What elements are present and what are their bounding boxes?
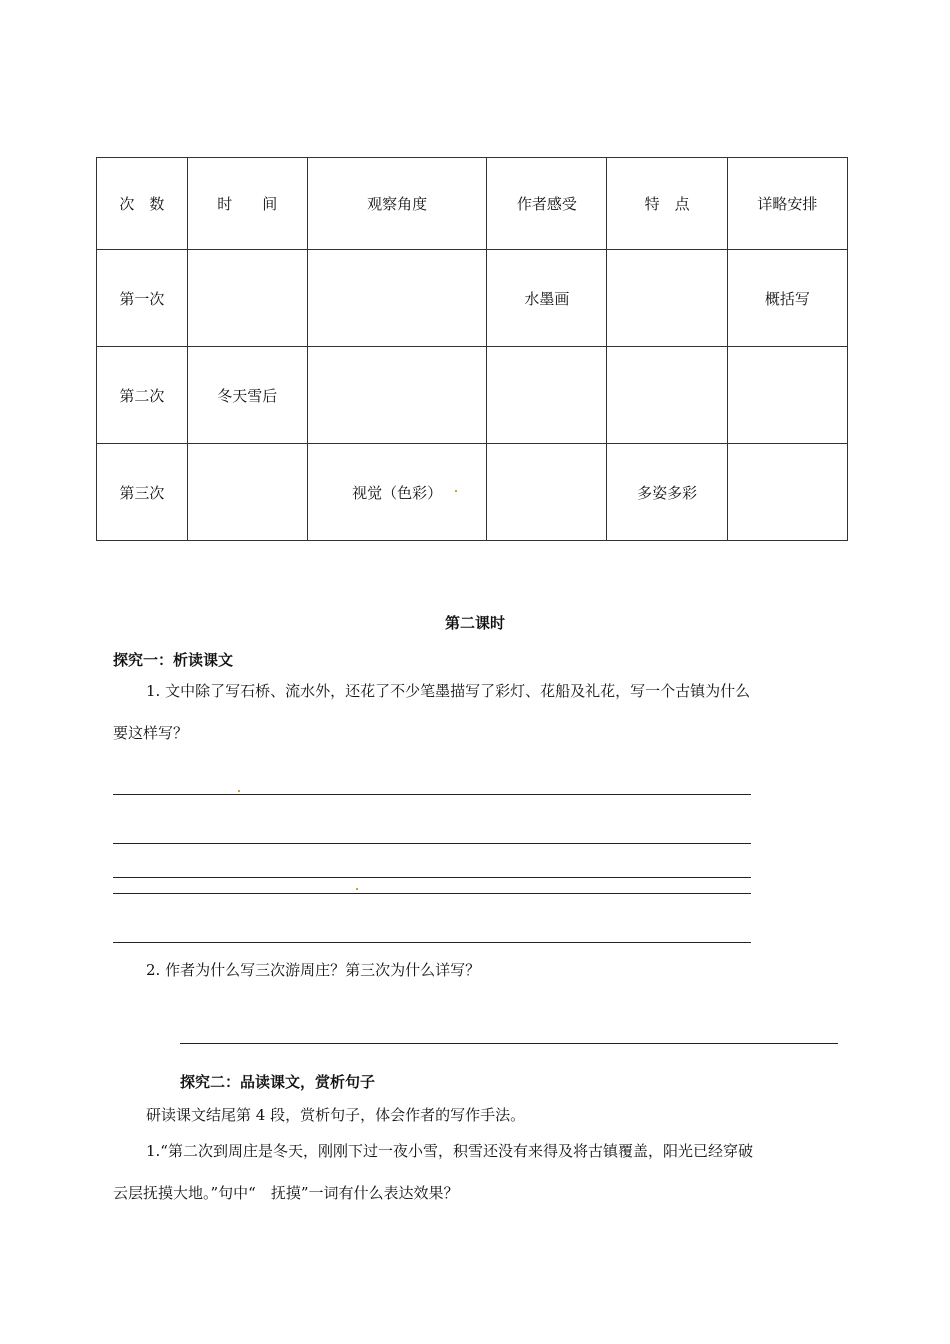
table-cell xyxy=(307,347,486,444)
inquiry2-q1-line1: 1.“第二次到周庄是冬天，刚刚下过一夜小雪，积雪还没有来得及将古镇覆盖，阳光已经穿破 xyxy=(146,1142,753,1160)
inquiry2-intro: 研读课文结尾第 4 段，赏析句子，体会作者的写作手法。 xyxy=(146,1106,526,1124)
table-row xyxy=(97,250,848,347)
stray-mark xyxy=(455,490,457,492)
table-cell xyxy=(187,250,307,347)
table-cell xyxy=(727,347,847,444)
table-cell: 多姿多彩 xyxy=(607,444,727,541)
table-cell xyxy=(607,250,727,347)
table-cell: 水墨画 xyxy=(487,250,607,347)
table-cell xyxy=(187,444,307,541)
table-cell: 冬天雪后 xyxy=(187,347,307,444)
answer-line[interactable] xyxy=(180,1043,838,1044)
answer-line[interactable] xyxy=(113,794,751,795)
lesson-title: 第二课时 xyxy=(444,614,505,632)
inquiry1-q1-line2: 要这样写？ xyxy=(113,724,189,742)
header-cell: 特 点 xyxy=(607,158,727,250)
answer-line[interactable] xyxy=(113,877,751,878)
answer-line[interactable] xyxy=(113,942,751,943)
table-cell: 第三次 xyxy=(97,444,188,541)
table-cell: 第一次 xyxy=(97,250,188,347)
header-cell: 时 间 xyxy=(187,158,307,250)
stray-mark xyxy=(356,888,358,890)
table-cell xyxy=(727,444,847,541)
table-row xyxy=(97,444,848,541)
inquiry2-heading: 探究二：品读课文，赏析句子 xyxy=(180,1073,376,1091)
observation-table xyxy=(96,157,848,541)
table-cell: 概括写 xyxy=(727,250,847,347)
table-cell xyxy=(487,347,607,444)
table-cell: 第二次 xyxy=(97,347,188,444)
header-cell: 作者感受 xyxy=(487,158,607,250)
table-cell xyxy=(487,444,607,541)
table-cell xyxy=(307,250,486,347)
header-cell: 次 数 xyxy=(97,158,188,250)
answer-line[interactable] xyxy=(113,893,751,894)
header-cell: 详略安排 xyxy=(727,158,847,250)
table-row xyxy=(97,347,848,444)
inquiry1-q1-line1: 1. 文中除了写石桥、流水外，还花了不少笔墨描写了彩灯、花船及礼花，写一个古镇为什么 xyxy=(146,682,751,700)
inquiry1-heading: 探究一：析读课文 xyxy=(113,651,234,669)
header-cell: 观察角度 xyxy=(307,158,486,250)
table-cell xyxy=(607,347,727,444)
table-header-row xyxy=(97,158,848,250)
inquiry1-q2: 2. 作者为什么写三次游周庄？第三次为什么详写？ xyxy=(146,961,481,979)
table-cell: 视觉（色彩） xyxy=(307,444,486,541)
inquiry2-q1-line2: 云层抚摸大地。”句中“ 抚摸”一词有什么表达效果？ xyxy=(113,1184,459,1202)
answer-line[interactable] xyxy=(113,843,751,844)
stray-mark xyxy=(238,790,240,792)
